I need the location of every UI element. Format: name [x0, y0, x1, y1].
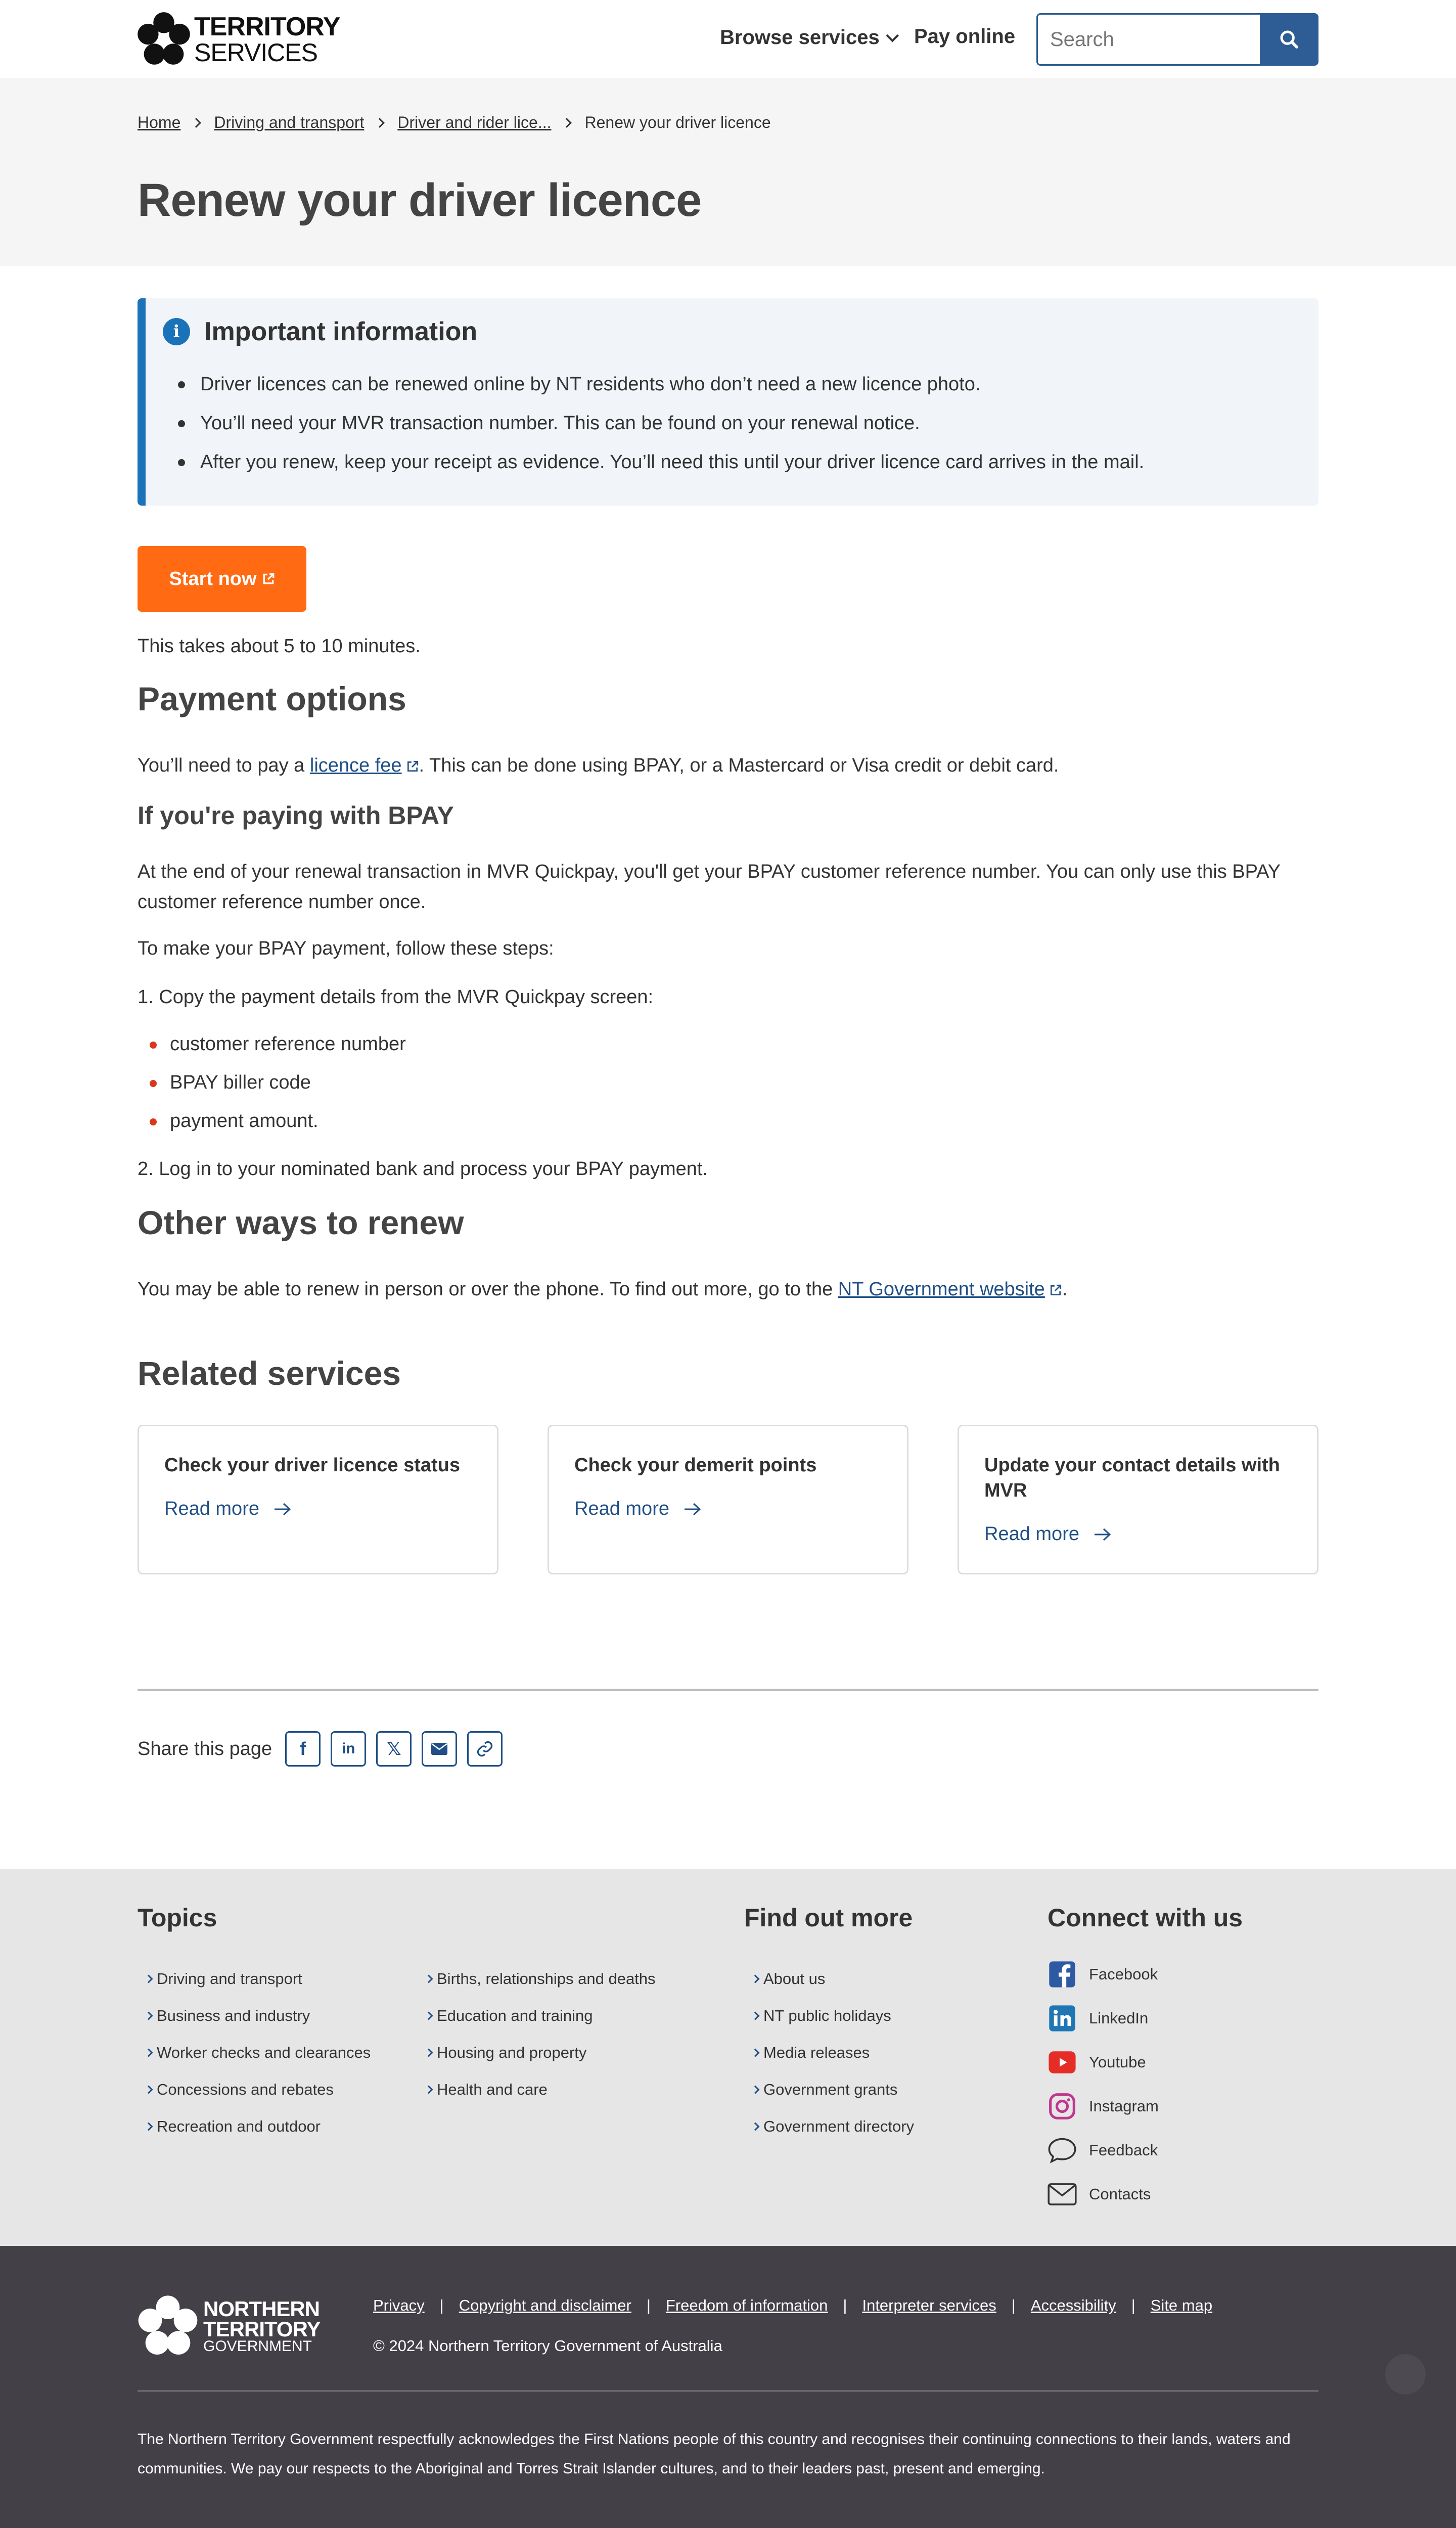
footer-topic-link[interactable]	[426, 2044, 586, 2062]
related-card-demerit-points[interactable]	[548, 1425, 908, 1574]
copyright-link[interactable]: Copyright and disclaimer	[459, 2296, 631, 2314]
payment-options-heading: Payment options	[138, 680, 406, 717]
privacy-link[interactable]: Privacy	[373, 2296, 425, 2314]
read-more-link[interactable]	[164, 1498, 292, 1520]
topics-heading: Topics	[138, 1904, 217, 1932]
speech-bubble-icon	[1048, 2136, 1077, 2165]
footer-find-link[interactable]	[752, 2117, 914, 2136]
payment-intro-pre: You’ll need to pay a	[138, 755, 310, 776]
chevron-right-icon	[751, 1975, 760, 1983]
chevron-right-icon	[562, 118, 572, 128]
bpay-paragraph-1: At the end of your renewal transaction in MVR Quickpay, you'll get your BPAY customer reference number. You can only use this BPAY customer reference number once.	[138, 861, 1281, 913]
footer-link-label: Concessions and rebates	[157, 2081, 334, 2098]
freedom-of-information-link[interactable]: Freedom of information	[665, 2296, 828, 2314]
chevron-right-icon	[751, 2012, 760, 2020]
chevron-right-icon	[425, 2012, 433, 2020]
info-item: You’ll need your MVR transaction number. This can be found on your renewal notice.	[200, 404, 1144, 443]
footer-divider	[138, 2390, 1318, 2391]
search-icon	[1279, 29, 1299, 50]
footer-topic-link[interactable]	[146, 2117, 321, 2136]
share-email-button[interactable]	[422, 1731, 457, 1767]
share-copy-link-button[interactable]	[467, 1731, 503, 1767]
other-ways-text	[138, 1274, 1318, 1304]
footer-social-label: Contacts	[1089, 2185, 1151, 2203]
external-link-icon	[1049, 1284, 1062, 1297]
footer-social-label: Youtube	[1089, 2053, 1146, 2071]
link-separator: |	[439, 2296, 444, 2314]
footer-feedback-link[interactable]	[1048, 2136, 1158, 2165]
related-card-title: Check your driver licence status	[164, 1455, 461, 1476]
start-now-button[interactable]	[138, 546, 306, 612]
flower-logo-icon	[138, 11, 190, 68]
site-header	[0, 0, 1456, 78]
link-separator: |	[1131, 2296, 1135, 2314]
chevron-right-icon	[375, 118, 385, 128]
footer-find-link[interactable]	[752, 2007, 891, 2025]
footer-link-label: Education and training	[437, 2007, 593, 2024]
breadcrumb-current: Renew your driver licence	[584, 113, 771, 131]
nt-government-website-link[interactable]: NT Government website	[838, 1279, 1045, 1300]
chevron-right-icon	[145, 2123, 153, 2131]
footer-find-link[interactable]	[752, 2044, 870, 2062]
duration-text: This takes about 5 to 10 minutes.	[138, 636, 421, 657]
footer-topic-link[interactable]	[146, 2007, 310, 2025]
footer-link-label: Government grants	[763, 2081, 898, 2098]
other-ways-post: .	[1062, 1279, 1068, 1300]
chevron-right-icon	[425, 2086, 433, 2094]
external-link-icon	[406, 760, 419, 773]
footer-topic-link[interactable]	[146, 2044, 371, 2062]
page-hero	[0, 78, 1456, 266]
chevron-right-icon	[751, 2123, 760, 2131]
footer-find-link[interactable]	[752, 2081, 897, 2099]
link-separator: |	[843, 2296, 847, 2314]
info-title	[163, 317, 477, 347]
youtube-icon	[1048, 2048, 1077, 2077]
footer-social-label: Feedback	[1089, 2141, 1158, 2159]
footer-bottom	[0, 2246, 1456, 2528]
find-out-more-heading: Find out more	[744, 1904, 913, 1932]
footer-links-section	[0, 1869, 1456, 2246]
chevron-down-icon	[886, 29, 898, 42]
facebook-icon	[1048, 1960, 1077, 1989]
nt-logo-line-1: NORTHERN	[203, 2296, 320, 2321]
territory-services-logo[interactable]	[138, 11, 340, 68]
breadcrumb-driver-rider[interactable]: Driver and rider lice...	[397, 113, 552, 131]
instagram-icon	[1048, 2092, 1077, 2121]
footer-topic-link[interactable]	[426, 1970, 656, 1988]
footer-topic-link[interactable]	[426, 2081, 548, 2099]
breadcrumb	[138, 113, 771, 132]
footer-link-label: Births, relationships and deaths	[437, 1970, 656, 1988]
bpay-step-2: 2. Log in to your nominated bank and process your BPAY payment.	[138, 1158, 708, 1180]
email-icon	[431, 1742, 448, 1755]
interpreter-services-link[interactable]: Interpreter services	[862, 2296, 996, 2314]
footer-linkedin-link[interactable]	[1048, 2004, 1148, 2033]
footer-legal-links	[373, 2296, 1212, 2315]
breadcrumb-driving-transport[interactable]: Driving and transport	[214, 113, 365, 131]
footer-link-label: Government directory	[763, 2117, 915, 2135]
chevron-right-icon	[145, 2049, 153, 2057]
list-item: BPAY biller code	[170, 1072, 311, 1093]
envelope-icon	[1048, 2180, 1077, 2209]
logo-line-2: SERVICES	[194, 38, 317, 67]
search-form	[1036, 13, 1318, 66]
footer-facebook-link[interactable]	[1048, 1960, 1158, 1989]
facebook-icon: f	[300, 1738, 306, 1759]
bpay-heading: If you're paying with BPAY	[138, 801, 454, 830]
footer-social-label: Facebook	[1089, 1965, 1158, 1983]
link-separator: |	[1011, 2296, 1016, 2314]
arrow-right-icon	[684, 1502, 702, 1516]
footer-social-label: Instagram	[1089, 2097, 1159, 2115]
site-map-link[interactable]: Site map	[1150, 2296, 1213, 2314]
footer-social-label: LinkedIn	[1089, 2009, 1149, 2027]
info-title-text: Important information	[204, 317, 478, 346]
acknowledgement-of-country: The Northern Territory Government respectfully acknowledges the First Nations people of this country and recognises their continuing connections to their lands, waters and communities. We pay our respects to the Aboriginal and Torres Strait Islander cultures, and to their leaders past, present and emerging.	[138, 2431, 1291, 2477]
footer-link-label: Recreation and outdoor	[157, 2117, 321, 2135]
browse-services-label: Browse services	[720, 26, 880, 49]
linkedin-icon: in	[341, 1740, 355, 1757]
footer-link-label: NT public holidays	[763, 2007, 891, 2024]
important-information-box	[138, 298, 1318, 506]
footer-find-link[interactable]	[752, 1970, 825, 1988]
chevron-right-icon	[145, 1975, 153, 1983]
read-more-link[interactable]	[574, 1498, 702, 1520]
footer-link-label: Housing and property	[437, 2044, 587, 2061]
start-now-label: Start now	[169, 568, 257, 590]
footer-topic-link[interactable]	[146, 1970, 302, 1988]
info-item: After you renew, keep your receipt as evidence. You’ll need this until your driver licence card arrives in the mail.	[200, 443, 1144, 482]
search-button[interactable]	[1260, 13, 1318, 66]
external-link-icon	[262, 572, 275, 585]
arrow-right-icon	[274, 1502, 292, 1516]
bpay-paragraph-2: To make your BPAY payment, follow these steps:	[138, 938, 554, 959]
footer-link-label: Business and industry	[157, 2007, 310, 2024]
info-icon: i	[163, 318, 190, 345]
link-icon	[476, 1740, 494, 1758]
nt-government-logo[interactable]	[138, 2294, 320, 2358]
chevron-right-icon	[425, 2049, 433, 2057]
nt-logo-line-3: GOVERNMENT	[203, 2337, 312, 2355]
read-more-label: Read more	[984, 1523, 1079, 1545]
related-card-licence-status[interactable]	[138, 1425, 498, 1574]
nt-logo-line-2: TERRITORY	[203, 2317, 321, 2341]
other-ways-heading: Other ways to renew	[138, 1204, 464, 1241]
breadcrumb-home[interactable]: Home	[138, 113, 181, 131]
footer-topic-link[interactable]	[146, 2081, 334, 2099]
other-ways-pre: You may be able to renew in person or over the phone. To find out more, go to the	[138, 1279, 838, 1300]
link-separator: |	[646, 2296, 651, 2314]
read-more-label: Read more	[574, 1498, 669, 1519]
payment-intro	[138, 750, 1318, 781]
pay-online-link[interactable]: Pay online	[914, 25, 1016, 48]
browse-services-menu[interactable]	[720, 26, 895, 49]
footer-contacts-link[interactable]	[1048, 2180, 1151, 2209]
footer-youtube-link[interactable]	[1048, 2048, 1146, 2077]
info-list	[200, 365, 1144, 482]
footer-topic-link[interactable]	[426, 2007, 593, 2025]
chevron-right-icon	[191, 118, 201, 128]
list-item: payment amount.	[170, 1110, 318, 1132]
footer-link-label: Media releases	[763, 2044, 870, 2061]
chevron-right-icon	[751, 2049, 760, 2057]
related-card-title: Update your contact details with MVR	[984, 1455, 1280, 1501]
back-to-top-button[interactable]	[1385, 2354, 1426, 2395]
connect-heading: Connect with us	[1048, 1904, 1243, 1932]
licence-fee-link[interactable]: licence fee	[309, 755, 402, 776]
chevron-right-icon	[145, 2012, 153, 2020]
share-linkedin-button[interactable]	[331, 1731, 366, 1767]
divider	[138, 1689, 1318, 1691]
footer-link-label: Health and care	[437, 2081, 548, 2098]
share-facebook-button[interactable]	[285, 1731, 321, 1767]
chevron-right-icon	[145, 2086, 153, 2094]
read-more-link[interactable]	[984, 1523, 1112, 1545]
list-item: customer reference number	[170, 1033, 406, 1055]
share-x-button[interactable]	[376, 1731, 412, 1767]
flower-logo-icon	[138, 2294, 198, 2358]
footer-link-label: Worker checks and clearances	[157, 2044, 371, 2061]
footer-instagram-link[interactable]	[1048, 2092, 1159, 2121]
read-more-label: Read more	[164, 1498, 259, 1519]
related-card-contact-details[interactable]	[958, 1425, 1318, 1574]
related-services-heading: Related services	[138, 1355, 401, 1392]
arrow-right-icon	[1094, 1527, 1112, 1542]
copyright-text: © 2024 Northern Territory Government of Australia	[373, 2337, 722, 2355]
payment-intro-post: . This can be done using BPAY, or a Mastercard or Visa credit or debit card.	[419, 755, 1059, 776]
page-title: Renew your driver licence	[138, 174, 702, 226]
accessibility-link[interactable]: Accessibility	[1030, 2296, 1116, 2314]
linkedin-icon	[1048, 2004, 1077, 2033]
search-input[interactable]	[1036, 13, 1260, 66]
related-card-title: Check your demerit points	[574, 1455, 817, 1476]
footer-link-label: About us	[763, 1970, 826, 1988]
share-label: Share this page	[138, 1738, 272, 1759]
bpay-step-1: 1. Copy the payment details from the MVR Quickpay screen:	[138, 986, 654, 1008]
x-icon: 𝕏	[386, 1738, 401, 1759]
chevron-right-icon	[751, 2086, 760, 2094]
share-bar	[138, 1731, 513, 1767]
info-item: Driver licences can be renewed online by NT residents who don’t need a new licence photo.	[200, 365, 1144, 404]
footer-link-label: Driving and transport	[157, 1970, 302, 1988]
logo-line-1: TERRITORY	[194, 12, 340, 41]
chevron-right-icon	[425, 1975, 433, 1983]
